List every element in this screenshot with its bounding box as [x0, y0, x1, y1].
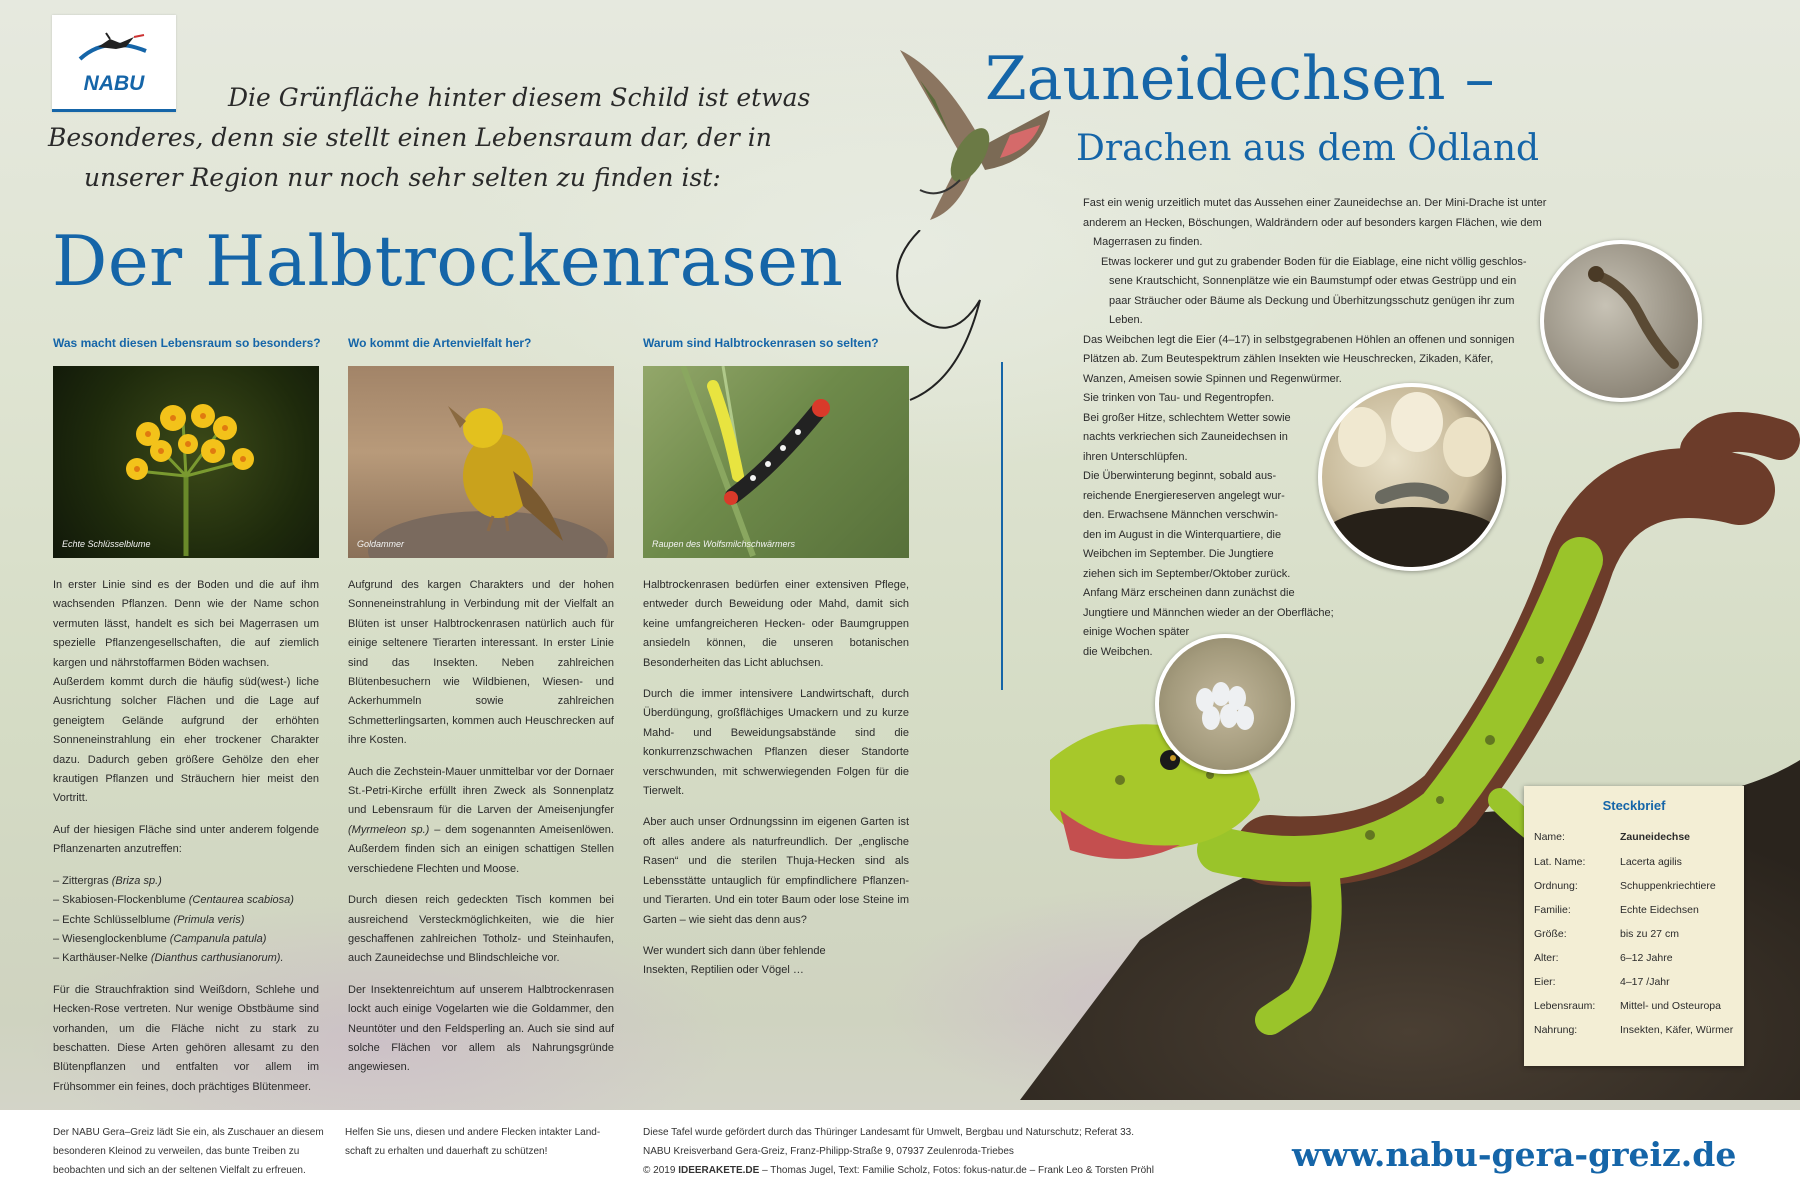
paragraph-text: Auch die Zechstein-Mauer unmittelbar vor der Dornaer St.-Petri-Kirche erfüllt ihren Zweck als Sonnenplatz und Lebensraum für die Larven der Ameisenjungfer — [348, 765, 614, 817]
fact-value: Schuppenkriechtiere — [1620, 880, 1716, 892]
text-line: Weibchen im September. Die Jungtiere — [1083, 548, 1274, 560]
text-line: sene Krautschicht, Sonnenplätze wie ein Baumstumpf oder etwas Gestrüpp und ein — [1109, 275, 1517, 287]
footer-help — [345, 1123, 600, 1161]
footer-line — [643, 1161, 1154, 1180]
text-line: Sie trinken von Tau- und Regentropfen. — [1083, 392, 1275, 404]
fact-key: Lebensraum: — [1534, 1000, 1596, 1012]
plant-latin: (Dianthus carthusianorum). — [150, 952, 284, 965]
plant-latin: (Primula veris) — [173, 913, 245, 926]
fact-key: Größe: — [1534, 928, 1567, 940]
list-item — [53, 930, 319, 949]
footer-line: Helfen Sie uns, diesen und andere Flecken intakter Land- — [345, 1127, 601, 1138]
fact-value: Insekten, Käfer, Würmer — [1620, 1024, 1734, 1036]
plant-list — [53, 872, 319, 969]
caterpillar-icon — [643, 366, 909, 558]
right-title: Zauneidechsen – — [985, 44, 1495, 114]
text-line: Fast ein wenig urzeitlich mutet das Aussehen einer Zauneidechse an. Der Mini-Drache ist unter — [1083, 197, 1547, 209]
text-line: Anfang März erscheinen dann zunächst die — [1083, 587, 1295, 599]
paragraph: Halbtrockenrasen bedürfen einer extensiven Pflege, entweder durch Beweidung oder Mahd, damit sich keine umfangreicheren Hecken- oder Baumgruppen ansiedeln können, die unseren botanischen Besonderheiten das Licht abluchsen. — [643, 579, 909, 669]
plant-latin: (Centaurea scabiosa) — [188, 894, 294, 907]
paragraph: Durch die immer intensivere Landwirtschaft, durch Überdüngung, großflächiges Umackern und zu kurze Mahd- und Beweidungsabstände sind die konkurrenzschwachen Pflanzen dieser Standorte verschwunden, mit schwerwiegenden Folgen für die Tierwelt. — [643, 688, 909, 798]
photo-caption: Goldammer — [357, 539, 405, 549]
paragraph — [643, 942, 909, 981]
intro-line: Besonderes, denn sie stellt einen Lebensraum dar, der in — [48, 123, 772, 152]
text-line: anderem an Hecken, Böschungen, Waldrändern oder auf besonders kargen Flächen, wie dem — [1083, 216, 1542, 229]
plant-name: – Skabiosen-Flockenblume — [53, 894, 186, 907]
plant-name: – Zittergras — [53, 874, 109, 887]
cowslip-icon — [53, 366, 319, 558]
photo-caption: Raupen des Wolfsmilchschwärmers — [652, 539, 796, 549]
lizard-on-stone-photo — [1540, 240, 1702, 402]
fact-value: bis zu 27 cm — [1620, 928, 1679, 940]
text-line: einige Wochen später — [1083, 626, 1190, 638]
text-line: Plätzen ab. Zum Beutespektrum zählen Insekten wie Heuschrecken, Zikaden, Käfer, — [1083, 353, 1494, 365]
fact-value: Echte Eidechsen — [1620, 904, 1699, 916]
intro-line: unserer Region nur noch sehr selten zu finden ist: — [84, 163, 721, 192]
fact-key: Familie: — [1534, 904, 1571, 916]
paragraph: Aber auch unser Ordnungssinn im eigenen Garten ist oft alles andere als naturfreundlich. Der „englische Rasen“ und die sterilen Thuja-Hecken sind als Lebensstätte untauglich für empfindlichere Pflanzen- und Tierarten. Und ein toter Baum oder lose Steine im Garten – wie sieht das denn aus? — [643, 816, 909, 926]
text-line: den im August in die Winterquartiere, die — [1083, 528, 1282, 541]
paragraph-text: – dem sogenannten Ameisenlöwen. Außerdem finden sich an einigen schattigen Stellen verschiedene Flechten und Moose. — [348, 823, 614, 875]
footer-line: NABU Kreisverband Gera-Greiz, Franz-Philipp-Straße 9, 07937 Zeulenroda-Triebes — [643, 1146, 1014, 1157]
text-line: ziehen sich im September/Oktober zurück. — [1083, 567, 1291, 580]
fact-sheet-title: Steckbrief — [1602, 798, 1666, 813]
text-line: Das Weibchen legt die Eier (4–17) in selbstgegrabenen Höhlen an offenen und sonnigen — [1083, 333, 1515, 346]
paragraph — [348, 763, 614, 879]
intro-text — [48, 78, 811, 198]
zauneidechse-text — [1083, 194, 1553, 662]
column-heading-3: Warum sind Halbtrockenrasen so selten? — [643, 336, 879, 350]
paragraph-text: Insekten, Reptilien oder Vögel … — [643, 964, 804, 977]
plant-latin: (Campanula patula) — [169, 932, 267, 945]
yellowhammer-photo — [348, 366, 614, 558]
website-link[interactable]: www.nabu-gera-greiz.de — [1292, 1135, 1737, 1174]
paragraph: Aufgrund des kargen Charakters und der hohen Sonneneinstrahlung in Verbindung mit der Vielfalt an Blüten ist unser Halbtrockenrasen natürlich auch für einige seltenere Tierarten interessant. In erster Linie sind das Insekten. Neben zahlreichen Blütenbesuchern wie Wildbienen, Wiesen- und Ackerhummeln sowie zahlreichen Schmetterlingsarten, kommen auch Heuschrecken auf ihre Kosten. — [348, 579, 614, 747]
footer-line: schaft zu erhalten und dauerhaft zu schützen! — [345, 1146, 548, 1157]
footer-credits — [643, 1123, 1154, 1180]
cowslip-photo — [53, 366, 319, 558]
text-line: Wanzen, Ameisen sowie Spinnen und Regenwürmer. — [1083, 372, 1342, 385]
text-line: Etwas lockerer und gut zu grabender Boden für die Eiablage, eine nicht völlig geschlos- — [1101, 255, 1527, 268]
footer-line: besonderen Kleinod zu verweilen, das bunte Treiben zu — [53, 1146, 300, 1157]
text-line: reichende Energiereserven angelegt wur- — [1083, 489, 1285, 502]
paragraph — [53, 576, 319, 809]
footer-line: Diese Tafel wurde gefördert durch das Thüringer Landesamt für Umwelt, Bergbau und Naturschutz; Referat 33. — [643, 1127, 1135, 1138]
text-line: Jungtiere und Männchen wieder an der Oberfläche; — [1083, 606, 1334, 619]
fact-sheet — [1524, 786, 1744, 1066]
column-body-3 — [643, 576, 909, 993]
stork-icon — [76, 29, 152, 69]
list-item — [53, 911, 319, 930]
fact-key: Nahrung: — [1534, 1024, 1578, 1036]
text-line: nachts verkriechen sich Zauneidechsen in — [1083, 431, 1288, 443]
plant-name: – Echte Schlüsselblume — [53, 913, 171, 926]
list-item — [53, 872, 319, 891]
plant-latin: (Briza sp.) — [111, 874, 162, 887]
paragraph: Auf der hiesigen Fläche sind unter anderem folgende Pflanzenarten anzutreffen: — [53, 823, 319, 856]
fact-key: Name: — [1534, 831, 1565, 843]
bird-icon — [348, 366, 614, 558]
paragraph-text: Wer wundert sich dann über fehlende — [643, 944, 826, 957]
photo-caption: Echte Schlüsselblume — [62, 539, 151, 549]
text-line: ihren Unterschlüpfen. — [1083, 450, 1188, 463]
paragraph: Der Insektenreichtum auf unserem Halbtrockenrasen lockt auch einige Vogelarten wie die Goldammer, den Neuntöter und den Feldsperling an. Auch sie sind auf solche Flächen vor allem als Nahrungsgründe angewiesen. — [348, 983, 614, 1074]
column-heading-2: Wo kommt die Artenvielfalt her? — [348, 336, 532, 350]
vertical-divider — [1001, 362, 1003, 690]
caterpillar-photo — [643, 366, 909, 558]
fact-key: Ordnung: — [1534, 880, 1578, 892]
fact-key: Lat. Name: — [1534, 856, 1586, 868]
latin-name: (Myrmeleon sp.) — [348, 823, 430, 836]
text-line: den. Erwachsene Männchen verschwin- — [1083, 509, 1279, 521]
fact-value: 4–17 /Jahr — [1620, 976, 1670, 988]
text-line: die Weibchen. — [1083, 645, 1153, 658]
plant-name: – Wiesenglockenblume — [53, 932, 167, 945]
copyright: © 2019 — [643, 1165, 676, 1176]
fact-value: 6–12 Jahre — [1620, 952, 1673, 964]
right-subtitle: Drachen aus dem Ödland — [1076, 128, 1540, 169]
footer-invitation — [53, 1123, 324, 1180]
footer-line: Der NABU Gera–Greiz lädt Sie ein, als Zuschauer an diesem — [53, 1127, 324, 1138]
text-line: Leben. — [1109, 314, 1143, 326]
paragraph: Für die Strauchfraktion sind Weißdorn, Schlehe und Hecken-Rose vertreten. Nur wenige Obstbäume sind vorhanden, um die Fläche nicht zu stark zu beschatten. Diese Arten gehören allesamt zu den Blütenpflanzen und entfalten vor allem im Frühsommer ein feines, doch prächtiges Blütenmeer. — [53, 983, 319, 1093]
main-title: Der Halbtrockenrasen — [52, 222, 844, 302]
credit-brand[interactable]: IDEERAKETE.DE — [678, 1165, 760, 1176]
column-body-1 — [53, 576, 319, 1109]
fact-value: Lacerta agilis — [1620, 856, 1682, 868]
credit-text: – Thomas Jugel, Text: Familie Scholz, Fotos: fokus-natur.de – Frank Leo & Torsten Pröhl — [762, 1165, 1154, 1176]
fact-value: Mittel- und Osteuropa — [1620, 1000, 1721, 1012]
list-item — [53, 949, 319, 968]
paragraph: Durch diesen reich gedeckten Tisch kommen bei ausreichend Versteckmöglichkeiten, wie die hier geschaffenen zahlreichen Totholz- und Steinhaufen, auch Zauneidechse und Blindschleiche vor. — [348, 894, 614, 965]
column-heading-1: Was macht diesen Lebensraum so besonders? — [53, 336, 321, 350]
list-item — [53, 891, 319, 910]
fact-key: Eier: — [1534, 976, 1556, 988]
text-line: Die Überwinterung beginnt, sobald aus- — [1083, 470, 1277, 482]
fact-key: Alter: — [1534, 952, 1559, 964]
text-line: paar Sträucher oder Bäume als Deckung und Überhitzungsschutz genügen ihr zum — [1109, 294, 1515, 307]
text-line: Magerrasen zu finden. — [1093, 236, 1203, 248]
intro-line: Die Grünfläche hinter diesem Schild ist etwas — [228, 83, 811, 112]
paragraph-text: Außerdem kommt durch die häufig süd(west-) liche Ausrichtung solcher Flächen und die Lage auf geneigtem Gelände aufgrund der erhöhten Sonneneinstrahlung ein eher trockener Charakter dazu. Dadurch geben größere Gehölze den eher krautigen Pflanzen und Sträuchern hier meist den Vortritt. — [53, 676, 319, 805]
fact-value: Zauneidechse — [1620, 831, 1691, 843]
text-line: Bei großer Hitze, schlechtem Wetter sowie — [1083, 411, 1291, 424]
paragraph-text: In erster Linie sind es der Boden und die auf ihm wachsenden Pflanzen. Denn wie der Name schon vermuten lässt, handelt es sich bei Magerrasen um spezielle Pflanzengesellschaften, die auf ziemlich kargen und nährstoffarmen Böden wachsen. — [53, 579, 319, 669]
logo-text: NABU — [83, 72, 145, 95]
small-lizard-icon — [1544, 244, 1698, 398]
column-body-2 — [348, 576, 614, 1090]
footer-line: beobachten und sich an der seltenen Vielfalt zu erfreuen. — [53, 1165, 306, 1176]
plant-name: – Karthäuser-Nelke — [53, 952, 148, 965]
